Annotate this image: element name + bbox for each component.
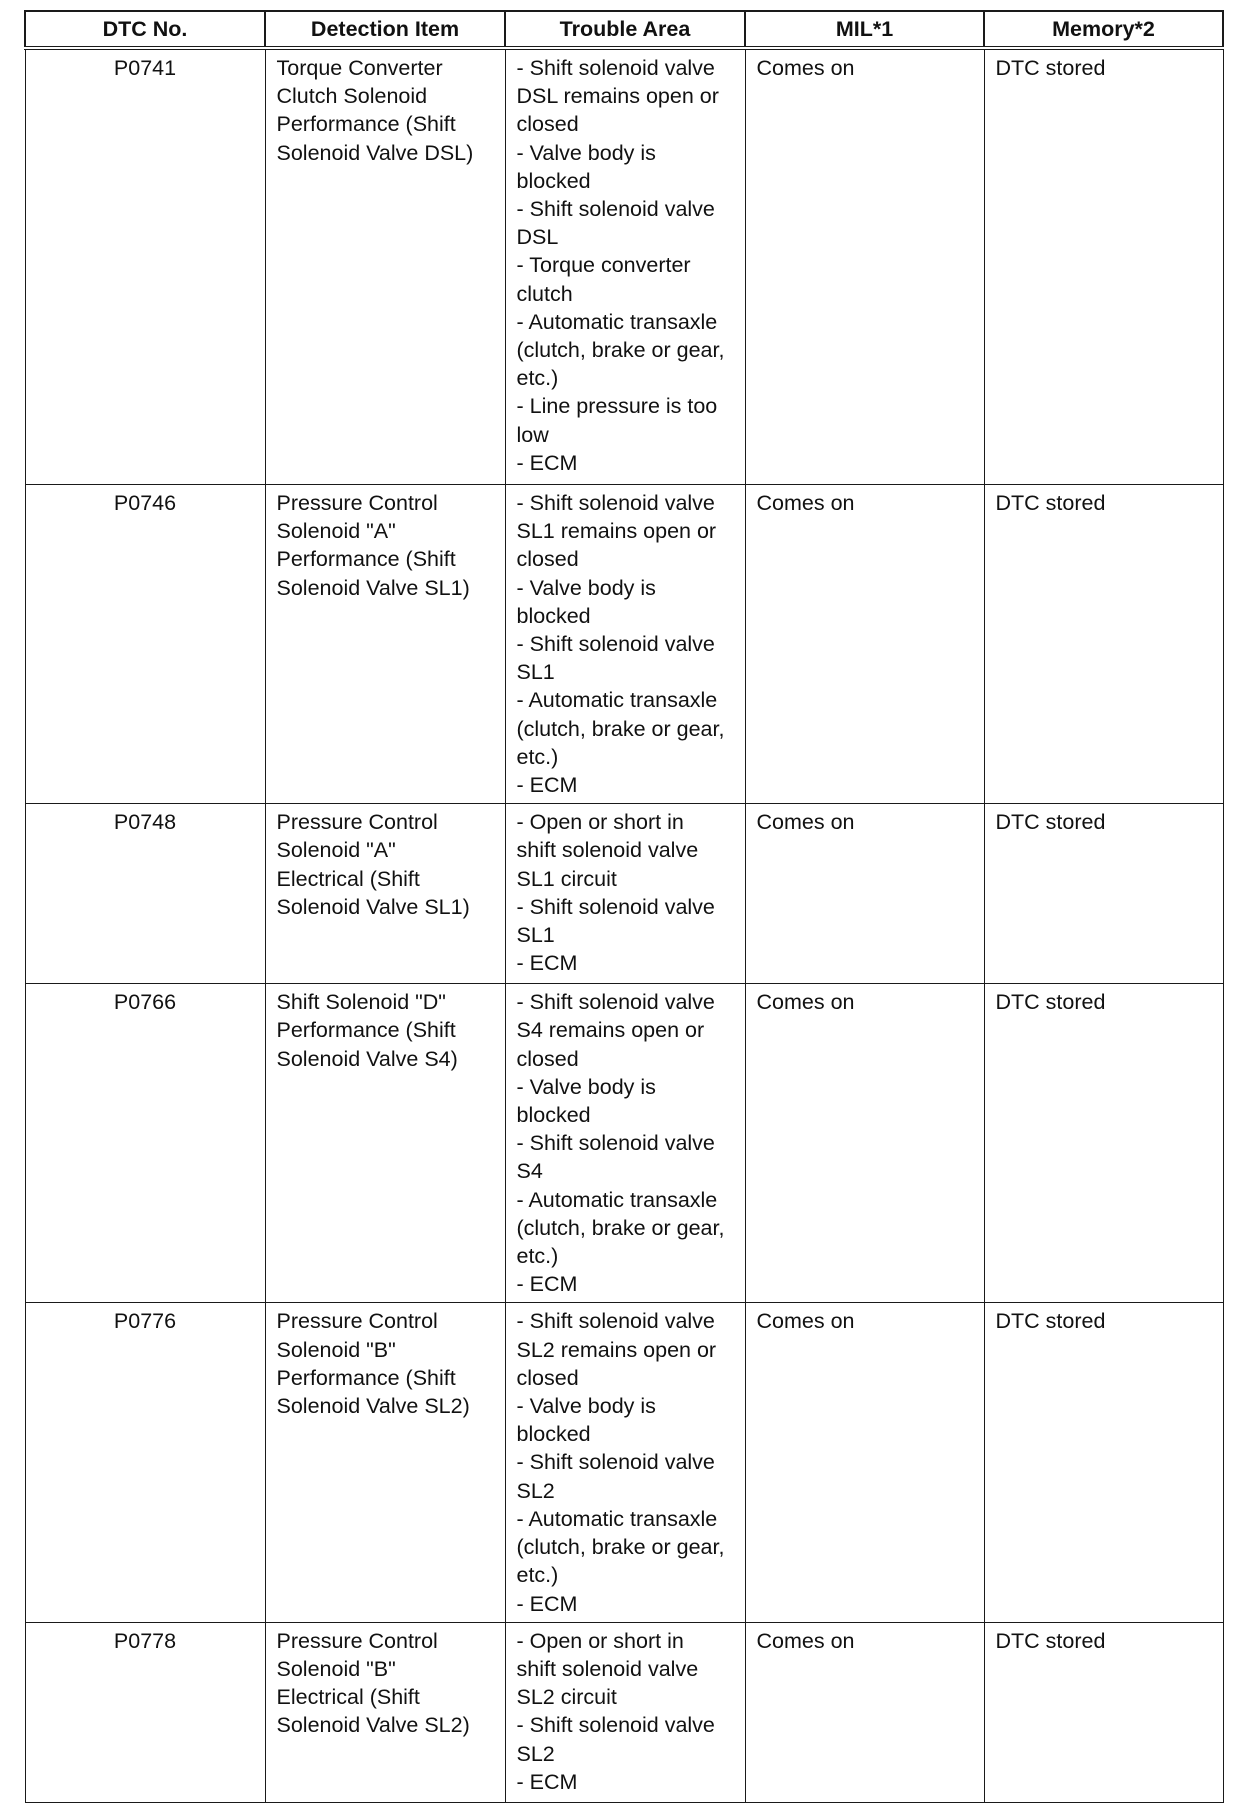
table-row <box>25 1622 1223 1802</box>
trouble-area-line: - Shift solenoid valve <box>516 990 715 1015</box>
dtc-code-cell: P0748 <box>25 804 265 984</box>
detection-item-line: Solenoid "A" <box>276 838 396 863</box>
trouble-area-line: DSL <box>516 225 559 250</box>
detection-item-line: Solenoid Valve DSL) <box>276 140 474 165</box>
detection-item-line: Performance (Shift <box>276 547 456 572</box>
trouble-area-line: - Shift solenoid valve <box>516 1131 715 1156</box>
mil-cell: Comes on <box>745 804 984 984</box>
table-row <box>25 48 1223 485</box>
trouble-area-line: blocked <box>516 603 591 628</box>
mil-cell: Comes on <box>745 48 984 485</box>
trouble-area-cell <box>505 984 745 1303</box>
trouble-area-line: (clutch, brake or gear, <box>516 338 725 363</box>
trouble-area-line: (clutch, brake or gear, <box>516 716 725 741</box>
trouble-area-line: - Shift solenoid valve <box>516 197 715 222</box>
mil-cell: Comes on <box>745 485 984 804</box>
trouble-area-line: DSL remains open or <box>516 84 719 109</box>
detection-item-cell <box>265 984 505 1303</box>
trouble-area-line: - Shift solenoid valve <box>516 894 715 919</box>
memory-cell: DTC stored <box>984 984 1223 1303</box>
memory-cell: DTC stored <box>984 48 1223 485</box>
detection-item-line: Electrical (Shift <box>276 866 420 891</box>
mil-cell: Comes on <box>745 984 984 1303</box>
trouble-area-line: SL2 <box>516 1478 555 1503</box>
trouble-area-line: - ECM <box>516 773 578 798</box>
trouble-area-line: S4 <box>516 1159 543 1184</box>
trouble-area-cell <box>505 804 745 984</box>
trouble-area-line: SL1 <box>516 660 555 685</box>
header-mil: MIL*1 <box>745 11 984 48</box>
trouble-area-line: SL1 remains open or <box>516 519 717 544</box>
trouble-area-line: - Automatic transaxle <box>516 688 718 713</box>
detection-item-line: Solenoid "B" <box>276 1656 396 1681</box>
memory-cell: DTC stored <box>984 804 1223 984</box>
detection-item-line: Pressure Control <box>276 1628 438 1653</box>
detection-item-line: Clutch Solenoid <box>276 84 428 109</box>
detection-item-cell <box>265 804 505 984</box>
detection-item-cell <box>265 1303 505 1622</box>
detection-item-line: Pressure Control <box>276 491 438 515</box>
trouble-area-line: - Open or short in <box>516 810 684 835</box>
header-row <box>25 11 1223 48</box>
dtc-document <box>24 10 1222 1803</box>
trouble-area-line: - Valve body is <box>516 1394 656 1419</box>
trouble-area-cell <box>505 485 745 804</box>
table-row <box>25 485 1223 804</box>
dtc-code-cell: P0766 <box>25 984 265 1303</box>
trouble-area-line: - ECM <box>516 1591 578 1616</box>
detection-item-line: Solenoid Valve SL2) <box>276 1713 470 1738</box>
trouble-area-line: closed <box>516 1046 579 1071</box>
trouble-area-line: blocked <box>516 1103 591 1128</box>
trouble-area-line: blocked <box>516 1422 591 1447</box>
trouble-area-line: - Torque converter <box>516 253 691 278</box>
table-row <box>25 984 1223 1303</box>
header-memory: Memory*2 <box>984 11 1223 48</box>
trouble-area-line: shift solenoid valve <box>516 838 699 863</box>
detection-item-line: Solenoid Valve SL2) <box>276 1394 470 1419</box>
trouble-area-line: closed <box>516 547 579 572</box>
trouble-area-line: - Automatic transaxle <box>516 309 718 334</box>
mil-cell: Comes on <box>745 1303 984 1622</box>
detection-item-line: Performance (Shift <box>276 112 456 137</box>
detection-item-line: Solenoid Valve SL1) <box>276 575 470 600</box>
trouble-area-line: - Shift solenoid valve <box>516 1713 715 1738</box>
trouble-area-line: etc.) <box>516 744 559 769</box>
detection-item-cell <box>265 485 505 804</box>
trouble-area-line: low <box>516 422 549 447</box>
dtc-code-cell: P0746 <box>25 485 265 804</box>
trouble-area-cell <box>505 1303 745 1622</box>
trouble-area-line: SL2 <box>516 1741 555 1766</box>
trouble-area-line: (clutch, brake or gear, <box>516 1535 725 1560</box>
detection-item-line: Pressure Control <box>276 810 438 835</box>
trouble-area-line: - ECM <box>516 951 578 976</box>
table-row <box>25 804 1223 984</box>
detection-item-line: Solenoid Valve SL1) <box>276 894 470 919</box>
trouble-area-line: SL1 circuit <box>516 866 617 891</box>
trouble-area-line: - Shift solenoid valve <box>516 1309 715 1334</box>
trouble-area-line: (clutch, brake or gear, <box>516 1215 725 1240</box>
trouble-area-line: shift solenoid valve <box>516 1656 699 1681</box>
trouble-area-line: - Valve body is <box>516 575 656 600</box>
trouble-area-line: - Shift solenoid valve <box>516 632 715 657</box>
dtc-table <box>24 10 1224 1803</box>
trouble-area-line: closed <box>516 112 579 137</box>
trouble-area-line: - Valve body is <box>516 140 656 165</box>
memory-cell: DTC stored <box>984 1622 1223 1802</box>
trouble-area-line: - Shift solenoid valve <box>516 491 715 515</box>
trouble-area-line: - ECM <box>516 1769 578 1794</box>
header-dtc-no: DTC No. <box>25 11 265 48</box>
trouble-area-line: SL1 <box>516 923 555 948</box>
trouble-area-line: SL2 circuit <box>516 1685 617 1710</box>
table-row <box>25 1303 1223 1622</box>
trouble-area-line: SL2 remains open or <box>516 1337 717 1362</box>
trouble-area-line: closed <box>516 1365 579 1390</box>
detection-item-line: Solenoid "A" <box>276 519 396 544</box>
trouble-area-line: - Open or short in <box>516 1628 684 1653</box>
trouble-area-line: S4 remains open or <box>516 1018 705 1043</box>
trouble-area-line: - ECM <box>516 450 578 475</box>
trouble-area-cell <box>505 1622 745 1802</box>
detection-item-line: Torque Converter <box>276 56 443 80</box>
detection-item-cell <box>265 1622 505 1802</box>
trouble-area-line: - Valve body is <box>516 1074 656 1099</box>
table-header <box>25 11 1223 48</box>
detection-item-line: Performance (Shift <box>276 1018 456 1043</box>
detection-item-line: Shift Solenoid "D" <box>276 990 446 1015</box>
trouble-area-line: etc.) <box>516 1244 559 1269</box>
trouble-area-line: blocked <box>516 168 591 193</box>
trouble-area-line: - Automatic transaxle <box>516 1187 718 1212</box>
trouble-area-line: - Shift solenoid valve <box>516 1450 715 1475</box>
detection-item-cell <box>265 48 505 485</box>
detection-item-line: Pressure Control <box>276 1309 438 1334</box>
detection-item-line: Solenoid Valve S4) <box>276 1046 458 1071</box>
memory-cell: DTC stored <box>984 1303 1223 1622</box>
dtc-code-cell: P0741 <box>25 48 265 485</box>
header-detection-item: Detection Item <box>265 11 505 48</box>
memory-cell: DTC stored <box>984 485 1223 804</box>
mil-cell: Comes on <box>745 1622 984 1802</box>
trouble-area-line: - Shift solenoid valve <box>516 56 715 80</box>
header-trouble-area: Trouble Area <box>505 11 745 48</box>
trouble-area-line: - Automatic transaxle <box>516 1506 718 1531</box>
detection-item-line: Performance (Shift <box>276 1365 456 1390</box>
trouble-area-cell <box>505 48 745 485</box>
trouble-area-line: etc.) <box>516 366 559 391</box>
dtc-code-cell: P0778 <box>25 1622 265 1802</box>
dtc-code-cell: P0776 <box>25 1303 265 1622</box>
table-body <box>25 48 1223 1802</box>
trouble-area-line: etc.) <box>516 1563 559 1588</box>
trouble-area-line: - Line pressure is too <box>516 394 718 419</box>
detection-item-line: Electrical (Shift <box>276 1685 420 1710</box>
trouble-area-line: clutch <box>516 281 573 306</box>
detection-item-line: Solenoid "B" <box>276 1337 396 1362</box>
trouble-area-line: - ECM <box>516 1272 578 1297</box>
